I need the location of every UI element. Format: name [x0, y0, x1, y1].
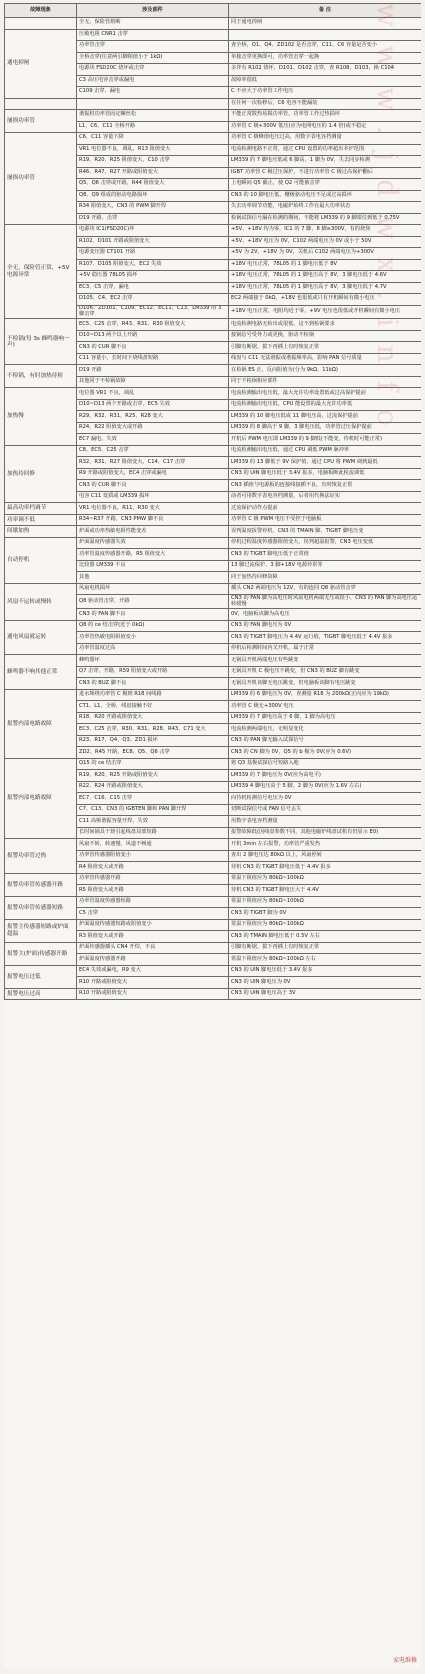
component-cell: D105、C4、EC2 击穿 — [77, 294, 229, 306]
component-cell: C8、EC5、C25 击穿 — [77, 445, 229, 457]
remark-cell: 引脚有断锯，拔下再插上有时恢复正常 — [229, 942, 422, 954]
remark-cell: 功率管 C 极峰值电压过高，用数字表电容挡测量 — [229, 133, 422, 145]
component-cell: 炉面温度传感器短路或阻值变小 — [77, 919, 229, 931]
remark-cell: 无锅具开机两端电压有些跳变 — [229, 655, 422, 667]
component-cell: Q7 击穿，开路，R59 阻值变大或开路 — [77, 666, 229, 678]
remark-cell: CN3 的 TIGBT 脚为 0V — [229, 908, 422, 920]
fault-symptom-cell: 功率调不低 — [5, 514, 77, 526]
table-row — [5, 758, 422, 770]
component-cell: D10~D13 两个以上开路 — [77, 330, 229, 342]
component-cell: C11 容量小，长时间下烧线盘短路 — [77, 353, 229, 365]
fault-symptom-cell: 加热待回修 — [5, 445, 77, 503]
component-cell: R34 阻值变大，CN3 的 PWM 脚开焊 — [77, 202, 229, 214]
component-cell: R18、R20 开路或阻值变大 — [77, 712, 229, 724]
component-cell: 电源变压器 CT101 开路 — [77, 248, 229, 260]
remark-cell: +18V 电压正常，电阻均近于零，+9V 电压也很低或开机瞬间有微小电压 — [229, 305, 422, 319]
remark-cell: 待机 CN3 的 TIGBT 脚电压大于 4.4V — [229, 885, 422, 897]
component-cell: EC3、C25 击穿，R30、R31、R28、R43、C71 变大 — [77, 724, 229, 736]
fault-symptom-cell: 不检锅，有时加热待检 — [5, 365, 77, 388]
remark-cell: 电流检测两端电压，无明显变化 — [229, 724, 422, 736]
remark-cell: LM339 的 6 脚电压为 0V，查测量 R18 为 200kΩ(正向应为 19kΩ) — [229, 689, 422, 701]
remark-cell: LM339 的 7 脚电压为 0V(应为高电平) — [229, 770, 422, 782]
remark-cell: CN3 的 PAN 脚无输入试探信号 — [229, 735, 422, 747]
component-cell: 功率管温度传感器短路 — [77, 896, 229, 908]
remark-cell: 同于加热待回修故障 — [229, 572, 422, 584]
component-cell: +5V 稳压器 78L05 损坏 — [77, 271, 229, 283]
component-cell: CN3 的 FAN 脚不良 — [77, 609, 229, 621]
fault-symptom-cell: 报警主传感器短路或炉面超温 — [5, 919, 77, 942]
table-row — [5, 526, 422, 538]
table-row — [5, 965, 422, 977]
remark-cell: 常温下阻值应为 80kΩ~100kΩ — [229, 896, 422, 908]
remark-cell: 功率管 C 极+300V 低压(应为电网电压的 1.4 倍)或不稳定 — [229, 121, 422, 133]
remark-cell: 多伴有 R102 烧坏，D101、D102 击穿，查 R108、D103，换 C104 — [229, 64, 422, 76]
component-cell: R102、D101 开路或阻值变大 — [77, 236, 229, 248]
component-cell: R32、R31、R27 阻值变大，C14、C17 击穿 — [77, 457, 229, 469]
component-cell: 功率管温度过高 — [77, 643, 229, 655]
component-cell: C5 击穿 — [77, 908, 229, 920]
component-cell: EC5、C25 击穿，R43、R31、R30 阻值变大 — [77, 319, 229, 331]
remark-cell: 检锅试探信号漏在检测的期间，不能将 LM339 的 9 脚钳位到低于 0.75V — [229, 213, 422, 225]
component-cell: CN3 的 CUR 脚不良 — [77, 480, 229, 492]
component-cell: R4 阻值变大或开路 — [77, 862, 229, 874]
fault-symptom-cell: 报警电压过低 — [5, 965, 77, 988]
component-cell: CT1、L1、全桥，线盘接触不好 — [77, 701, 229, 713]
remark-cell: 将 Q3 基极试探信号短路入地 — [229, 758, 422, 770]
component-cell: L1、C6、C11 全桥开路 — [77, 121, 229, 133]
remark-cell: 0V，电脑板该脚为高电压 — [229, 609, 422, 621]
remark-cell: LM339 的 7 脚电压高于 6 脚，1 脚为高电压 — [229, 712, 422, 724]
component-cell: EC4 失效或漏电，R9 变大 — [77, 965, 229, 977]
table-row — [5, 514, 422, 526]
component-cell: R29、R32、R31、R25、R28 变大 — [77, 411, 229, 423]
remark-cell: CN3 的 TIGBT 脚电压低于正常值 — [229, 549, 422, 561]
table-row — [5, 919, 422, 931]
component-cell: D19 开路，击穿 — [77, 213, 229, 225]
remark-cell: 常温下阻值应为 80kΩ~100kΩ — [229, 873, 422, 885]
component-cell: R3 阻值变大或开路 — [77, 931, 229, 943]
remark-cell: 报警故障低(因线盘参数不同，其他电磁炉线盘试机有仍显示 E0) — [229, 827, 422, 839]
table-row — [5, 839, 422, 851]
remark-cell: CN3 的 CN 脚为 0V，Q5 的 b 极为 0V(应为 0.6V) — [229, 747, 422, 759]
component-cell: 电源块 IC1(FSD20C)坏 — [77, 225, 229, 237]
remark-cell: 开机后 PWM 电压即 LM339 的 9 脚低(不能变，待机时可能正常) — [229, 434, 422, 446]
component-cell: C3 高压电容击穿或漏电 — [77, 75, 229, 87]
component-cell: 长时间锅具干烧引起线盘局部短路 — [77, 827, 229, 839]
remark-cell: 电流检测输出电压低，CPU 能设置的最大允许功率低 — [229, 399, 422, 411]
component-cell: R19、R20、R25 开路或阻值变大 — [77, 770, 229, 782]
remark-cell: 待机 CN3 的 TIGBT 脚电压低于 4.4V 报多 — [229, 862, 422, 874]
component-cell: 压敏电阻 CNR1 击穿 — [77, 29, 229, 41]
fault-symptom-cell: 蜂鸣器不响其他正常 — [5, 655, 77, 690]
component-cell: 电位器 VR1 不良，调乱 — [77, 388, 229, 400]
remark-cell: CN3 插座与电源板的连接线接插不良，有时恢复正常 — [229, 480, 422, 492]
table-row — [5, 873, 422, 885]
remark-cell: 同于通电掉闸 — [229, 18, 422, 30]
table-row — [5, 29, 422, 41]
component-cell: 风扇不转，转速慢、风道不畅通 — [77, 839, 229, 851]
component-cell: 比较器 LM339 不良 — [77, 560, 229, 572]
remark-cell: 前者可用数字表电容档测量，后者用代换法证实 — [229, 491, 422, 503]
remark-cell: 上电瞬间 Q5 截止，使 Q2 可能被击穿 — [229, 179, 422, 191]
component-cell: 炉面温度传感器失效 — [77, 537, 229, 549]
component-cell: 功率管温度传感器开路，R5 阻值变大 — [77, 549, 229, 561]
component-cell: Q8、Q9 组成的驱动电路损坏 — [77, 190, 229, 202]
component-cell: 进水频绕功率管 C 极到 R18 间线路 — [77, 689, 229, 701]
remark-cell: 常温下阻值应为 80kΩ~100kΩ 左右 — [229, 954, 422, 966]
remark-cell: LM339 的 13 脚低于 9V 保护值，通过 CPU 将 PWM 调到最低 — [229, 457, 422, 469]
fault-symptom-cell: 报警内部电路故障 — [5, 758, 77, 839]
table-row — [5, 503, 422, 515]
component-cell: 电源块 FSD20C 烧坏或击穿 — [77, 64, 229, 76]
remark-cell: 电流检测电路不正常，通过 CPU 设置的功率超出本炉范围 — [229, 144, 422, 156]
table-row — [5, 689, 422, 701]
table-row — [5, 896, 422, 908]
component-cell — [77, 98, 229, 110]
component-cell: C6、C11 容量下降 — [77, 133, 229, 145]
fault-symptom-cell — [5, 98, 77, 110]
component-cell: 蜂鸣器坏 — [77, 655, 229, 667]
remark-cell — [229, 29, 422, 41]
table-row — [5, 655, 422, 667]
component-cell: ZD2、R45 开路，EC8、Q5、Q6 击穿 — [77, 747, 229, 759]
remark-cell: 单独击穿更换即可，功率管击穿一起换 — [229, 52, 422, 64]
table-row — [5, 365, 422, 377]
component-cell: EC7 漏电、失效 — [77, 434, 229, 446]
column-header: 涉及部件 — [77, 4, 229, 18]
fault-symptom-cell: 报警功率管传感器短路 — [5, 896, 77, 919]
remark-cell: LM339 4 脚电压高于 5 脚，2 脚为 0V(应为 1.6V 左右) — [229, 781, 422, 793]
remark-cell: LM339 的 7 脚电压低或 6 脚高，1 脚为 0V，失去同步检测 — [229, 156, 422, 168]
remark-cell: 电流检测输出电压低，最大允许功率设置低或过高保护提前 — [229, 388, 422, 400]
fault-symptom-cell: 加热慢 — [5, 388, 77, 446]
component-cell: Q15 的 ce 结击穿 — [77, 758, 229, 770]
component-cell: R5 阻值变大或开路 — [77, 885, 229, 897]
table-row — [5, 98, 422, 110]
remark-cell: 失去功率调节功能，电磁炉始终工作在最大功率状态 — [229, 202, 422, 214]
component-cell: 全无，保险管熔断 — [77, 18, 229, 30]
component-cell: VR1 电位器不良，R11、R30 变大 — [77, 503, 229, 515]
fault-symptom-cell: 屡损功率管 — [5, 133, 77, 225]
component-cell: R9 开路或阻值变大，EC4 击穿或漏电 — [77, 468, 229, 480]
remark-cell: 同于不检锅相应部件 — [229, 376, 422, 388]
fault-symptom-cell: 通电掉闸 — [5, 29, 77, 98]
remark-cell: 切断试探信号或 FAN 信号丢失 — [229, 804, 422, 816]
remark-cell: CN3 的 10 脚电压低，栅极驱动电压不足或过高损坏 — [229, 190, 422, 202]
component-cell: 炉面传感器插头 CN4 开焊，不良 — [77, 942, 229, 954]
remark-cell: 在任何一次检修后，C6 电容不能漏装 — [229, 98, 422, 110]
column-header: 备 注 — [229, 4, 422, 18]
remark-cell: +18V 电压正常，78L05 的 1 脚电压高于 8V，3 脚电压低于 4.7V — [229, 282, 422, 294]
column-header: 故障现象 — [5, 4, 77, 18]
component-cell: R23、R17、Q4、Q3、ZD1 损坏 — [77, 735, 229, 747]
fault-symptom-cell: 间歇加热 — [5, 526, 77, 538]
repair-table-page — [4, 3, 421, 1669]
remark-cell: 接锅信号受外力或更换，驱动不检锅 — [229, 330, 422, 342]
remark-cell: 查出 2 脚电压达 80kΩ 以上，风扇停转 — [229, 850, 422, 862]
component-cell: 其他同于不检锅故障 — [77, 376, 229, 388]
component-cell: 炉面温度传感器开路 — [77, 954, 229, 966]
remark-cell: 故障率很低 — [229, 75, 422, 87]
table-row — [5, 942, 422, 954]
table-row — [5, 319, 422, 331]
component-cell: 功率管热敏电阻阻值变小 — [77, 632, 229, 644]
remark-cell: 向待机检测信号电压为 0V — [229, 793, 422, 805]
component-cell: Q5、Q6 击穿或开路，R44 阻值变大 — [77, 179, 229, 191]
component-cell: R22、R24 开路或阻值变大 — [77, 781, 229, 793]
remark-cell: 功率管 C 极无+300V 电压 — [229, 701, 422, 713]
remark-cell: LM339 的 8 脚高于 9 脚，3 脚电压低，功率管过压保护提前 — [229, 422, 422, 434]
table-body — [5, 18, 422, 1000]
fault-symptom-cell: 报警电压过高 — [5, 988, 77, 1000]
remark-cell: 用数字表电容档测量 — [229, 816, 422, 828]
component-cell: R10 开路或阻值变大 — [77, 988, 229, 1000]
table-row — [5, 445, 422, 457]
fault-symptom-cell: 全无，保险管正常，+5V 电源异常 — [5, 225, 77, 319]
remark-cell: 停机过程温度传感器阻值变大，误判超温报警，CN3 电压变低 — [229, 537, 422, 549]
component-cell: VR1 电位器不良，调乱，R13 阻值变大 — [77, 144, 229, 156]
table-row — [5, 988, 422, 1000]
component-cell: 功率管击穿 — [77, 41, 229, 53]
remark-cell: 在检锅 ES 正、反向阻值为(分为 9kΩ、11kΩ) — [229, 365, 422, 377]
remark-cell: CN3 的 UIN 脚电压低于 3.4V 报多，电脑板断此检流调低 — [229, 468, 422, 480]
table-row — [5, 225, 422, 237]
remark-cell: CN3 的 FAN 脚为高电压时风扇电机两端无压或很小，CN3 的 FAN 脚为高电压运转缓慢 — [229, 595, 422, 609]
remark-cell: 引脚有断锯，拔下再插上有时恢复正常 — [229, 342, 422, 354]
remark-cell: CN3 的 UIN 脚电压为 0V — [229, 977, 422, 989]
component-cell: R19、R20、R25 阻值变大，C10 击穿 — [77, 156, 229, 168]
fault-table — [4, 3, 421, 1000]
component-cell: 功率管传感器阻值变小 — [77, 850, 229, 862]
remark-cell: LM339 的 10 脚电压低或 11 脚电压高，过流保护提前 — [229, 411, 422, 423]
remark-cell: CN3 的 TMAIN 脚电压低于 0.5V 左右 — [229, 931, 422, 943]
remark-cell: +5V 为 2V，+18V 为 0V，关机后 C102 两端电压为+300V — [229, 248, 422, 260]
table-row — [5, 133, 422, 145]
component-cell: EC3、C5 击穿，漏电 — [77, 282, 229, 294]
component-cell: 炉面或功率热敏电阻性能变差 — [77, 526, 229, 538]
remark-cell: +18V 电压正常，78L05 的 1 脚电压高于 8V，3 脚电压低于 4.6V — [229, 271, 422, 283]
fault-symptom-cell: 报警功率管传感器开路 — [5, 873, 77, 896]
remark-cell: 常温下阻值应为 80kΩ~100kΩ — [229, 919, 422, 931]
component-cell: R10 开路或阻值变大 — [77, 977, 229, 989]
remark-cell: 无锅具开机该脚无电压跳变，但电脑板该脚有电压跳变 — [229, 678, 422, 690]
component-cell: 其他 — [77, 572, 229, 584]
component-cell: C11 高频谐振容量开焊，失效 — [77, 816, 229, 828]
table-row — [5, 620, 422, 632]
remark-cell: +5V、+18V 均为零，IC1 的 7 脚、8 脚≥300V，有的烧焦 — [229, 225, 422, 237]
component-cell: C7、C13、CN3 的 IGBTEN 脚和 PAN 脚开焊 — [77, 804, 229, 816]
component-cell: 谐振机功率管固定螺丝松 — [77, 110, 229, 122]
fault-symptom-cell: 风扇不运转或慢转 — [5, 583, 77, 620]
remark-cell: 误判温度报警停机，CN3 的 TMAIN 脚、TIGBT 脚电压变 — [229, 526, 422, 538]
table-header-row — [5, 4, 422, 18]
component-cell: C109 击穿、漏电 — [77, 87, 229, 99]
table-row — [5, 18, 422, 30]
component-cell: Q8 的 ce 结击穿(近于 0kΩ) — [77, 620, 229, 632]
component-cell: EC7、C16、C15 击穿 — [77, 793, 229, 805]
site-logo: 家电维修 — [392, 1657, 417, 1664]
remark-cell: CN3 的 UIN 脚电压高于 3V — [229, 988, 422, 1000]
table-row — [5, 110, 422, 122]
remark-cell: C 不应大于功率管工作电压 — [229, 87, 422, 99]
remark-cell: 开机 3min 左右报警，功率管严重发热 — [229, 839, 422, 851]
remark-cell: CN3 的 UIN 脚电压低于 3.4V 报多 — [229, 965, 422, 977]
remark-cell: 不能正常散热易损功率管，功率管工作过热损坏 — [229, 110, 422, 122]
table-row — [5, 537, 422, 549]
component-cell: Q8 驱动管击穿，开路 — [77, 595, 229, 609]
remark-cell: +18V 电压正常，78L05 的 1 脚电压低于 8V — [229, 259, 422, 271]
remark-cell: 功率管 C 极 PWM 电压不受控于电脑板 — [229, 514, 422, 526]
fault-symptom-cell: 报警功率管过热 — [5, 839, 77, 874]
remark-cell: 过流保护动作点提前 — [229, 503, 422, 515]
component-cell: 电容 C11 变质或 LM339 损坏 — [77, 491, 229, 503]
table-row — [5, 388, 422, 400]
fault-symptom-cell: 屡损功率管 — [5, 110, 77, 133]
component-cell: R34~R37 开路，CN3 PMW 脚不良 — [77, 514, 229, 526]
watermark: www.jdwx.info — [371, 3, 404, 444]
remark-cell: CN3 的 FAN 脚电压为 0V — [229, 620, 422, 632]
component-cell: D106、ZD101、C109、EC12、EC11、C13、LM339 的 3 脚击穿 — [77, 305, 229, 319]
fault-symptom-cell: 最高功率档调节 — [5, 503, 77, 515]
fault-symptom-cell: 报警主(炉面)传感器开路 — [5, 942, 77, 965]
remark-cell: 停机后检测时间内又开机，属于正常 — [229, 643, 422, 655]
component-cell: D10~D13 两个开路或击穿，EC5 失效 — [77, 399, 229, 411]
fault-symptom-cell: 不检锅(每 3s 蜂鸣器响一声) — [5, 319, 77, 365]
component-cell: R107、D105 阻值变大，EC2 失效 — [77, 259, 229, 271]
remark-cell: 无锅具开机 C 极电压不跳变，但 CN3 的 BUZ 脚有跳变 — [229, 666, 422, 678]
component-cell: CN3 的 BUZ 脚不良 — [77, 678, 229, 690]
remark-cell: EC2 两端接于 0kΩ，+18V 也很低或只有开机瞬间有微小电压 — [229, 294, 422, 306]
component-cell: R46、R47、R27 开路或阻值变大 — [77, 167, 229, 179]
remark-cell: 13 脚过流保护，3 脚+18V 电源异常等 — [229, 560, 422, 572]
fault-symptom-cell: 自动停机 — [5, 537, 77, 583]
table-row — [5, 583, 422, 595]
component-cell: 风扇电机损坏 — [77, 583, 229, 595]
component-cell: R24、R22 阻值变大或开路 — [77, 422, 229, 434]
remark-cell: 电流检测电路无检出或很低，这不到检锅要求 — [229, 319, 422, 331]
fault-symptom-cell: 通电风扇就运转 — [5, 620, 77, 655]
remark-cell: 电流检测输出电压低，通过 CPU 调低 PWM 脉冲率 — [229, 445, 422, 457]
remark-cell: 查全桥，Q1、Q4、ZD102 是否击穿，C11、C6 容量是否变小 — [229, 41, 422, 53]
fault-symptom-cell: 报警内部电路故障 — [5, 689, 77, 758]
remark-cell: +5V、+18V 电压为 0V，C102 两端电压为 0V 或小于 50V — [229, 236, 422, 248]
component-cell: 全桥击穿(任意两引脚阻值小于 1kΩ) — [77, 52, 229, 64]
component-cell: D19 开路 — [77, 365, 229, 377]
remark-cell: 线盘与 C11 无法谐振或谐振频率高，影响 PAN 信号质量 — [229, 353, 422, 365]
remark-cell: CN3 的 TIGBT 脚电压为 4.4V 运行值，TIGBT 脚电压低于 4.4V 报多 — [229, 632, 422, 644]
component-cell: CN3 的 CUR 脚不良 — [77, 342, 229, 354]
remark-cell: 插头 CN2 两端电压为 12V，有的连同 Q8 驱动管击穿 — [229, 583, 422, 595]
component-cell: 功率管传感器开路 — [77, 873, 229, 885]
fault-symptom-cell — [5, 18, 77, 30]
remark-cell: IGBT 功率管 C 极过压保护，不进行功率管 C 极过高保护翻后 — [229, 167, 422, 179]
